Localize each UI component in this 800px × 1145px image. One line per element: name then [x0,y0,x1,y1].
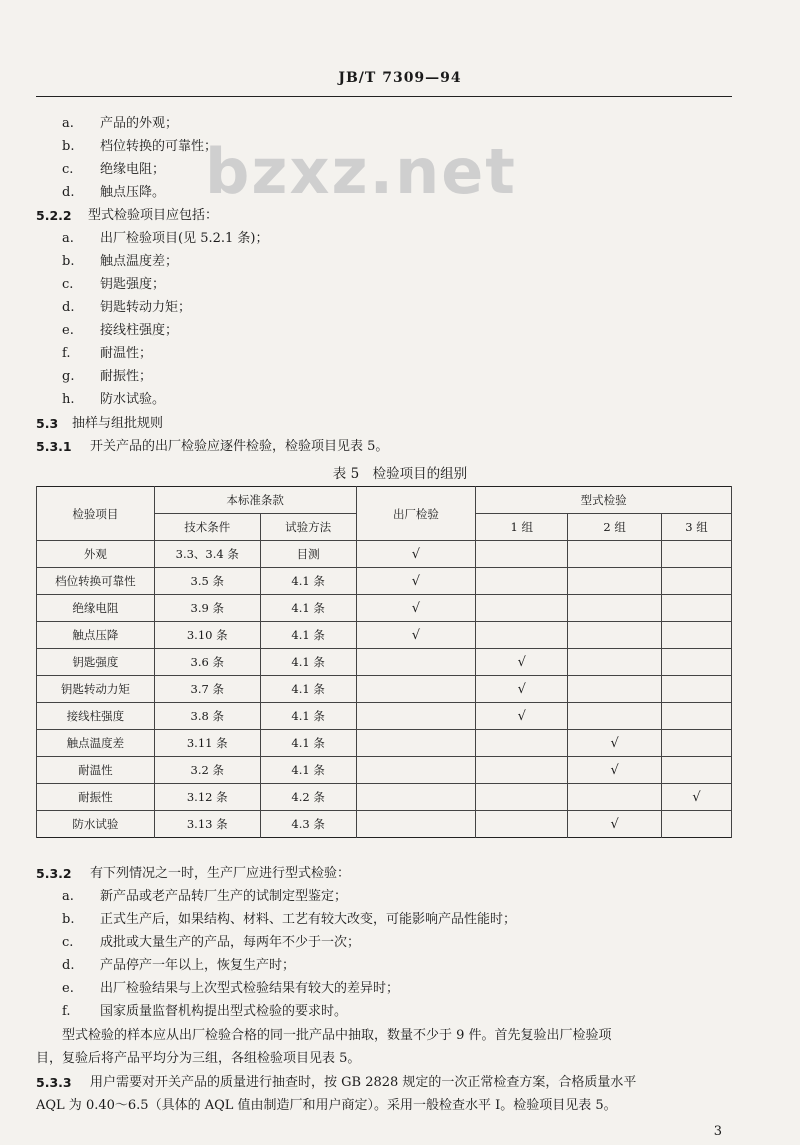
cell-group-1 [476,622,568,649]
cell-group-3: √ [662,784,732,811]
cell-factory [356,784,476,811]
cell-group-3 [662,730,732,757]
section-text: 有下列情况之一时，生产厂应进行型式检验： [90,866,351,881]
cell-factory [356,730,476,757]
list-item-text: 钥匙转动力矩； [100,300,192,315]
list-item-text: 触点压降。 [100,185,166,200]
cell-group-3 [662,757,732,784]
cell-method: 4.1 条 [260,649,356,676]
section-number: 5.2.2 [36,208,72,223]
cell-group-2 [568,595,662,622]
list-item-text: 产品的外观； [100,116,179,131]
list-item: d. [62,300,75,315]
list-item: c. [62,277,74,292]
cell-tech: 3.3、3.4 条 [154,541,260,568]
column-header-group-3: 3 组 [662,514,732,541]
cell-group-2 [568,703,662,730]
cell-item: 外观 [37,541,155,568]
cell-group-1: √ [476,703,568,730]
cell-tech: 3.7 条 [154,676,260,703]
table-row [37,811,732,838]
cell-group-1 [476,811,568,838]
cell-item: 钥匙转动力矩 [37,676,155,703]
paragraph-line: 型式检验的样本应从出厂检验合格的同一批产品中抽取，数量不少于 9 件。首先复验出厂检验项 [62,1028,612,1043]
paragraph-line: 目，复验后将产品平均分为三组，各组检验项目见表 5。 [36,1051,361,1066]
cell-method: 4.1 条 [260,568,356,595]
list-item: e. [62,981,74,996]
cell-group-3 [662,595,732,622]
section-number: 5.3.2 [36,866,72,881]
cell-item: 防水试验 [37,811,155,838]
list-item-text: 成批或大量生产的产品，每两年不少于一次； [100,935,361,950]
cell-method: 4.1 条 [260,595,356,622]
paragraph-line: 用户需要对开关产品的质量进行抽查时，按 GB 2828 规定的一次正常检查方案，合格质量水平 [90,1075,637,1090]
list-item-text: 正式生产后，如果结构、材料、工艺有较大改变，可能影响产品性能时； [100,912,517,927]
cell-group-1 [476,757,568,784]
table-row [37,757,732,784]
inspection-groups-table [36,486,732,838]
cell-tech: 3.13 条 [154,811,260,838]
list-item: d. [62,185,75,200]
cell-factory: √ [356,541,476,568]
list-item: a. [62,889,74,904]
cell-group-2: √ [568,757,662,784]
cell-group-3 [662,676,732,703]
list-item: a. [62,231,74,246]
page-number: 3 [713,1124,722,1139]
table-row [37,676,732,703]
cell-tech: 3.5 条 [154,568,260,595]
cell-group-1 [476,541,568,568]
cell-group-3 [662,541,732,568]
cell-group-2 [568,622,662,649]
column-header-clause: 本标准条款 [154,487,356,514]
list-item: b. [62,912,75,927]
table-row [37,649,732,676]
list-item: d. [62,958,75,973]
cell-tech: 3.10 条 [154,622,260,649]
list-item: e. [62,323,74,338]
cell-method: 4.1 条 [260,703,356,730]
header-rule [36,96,732,97]
cell-item: 档位转换可靠性 [37,568,155,595]
cell-factory [356,757,476,784]
list-item: f. [62,346,71,361]
cell-group-2: √ [568,811,662,838]
table-caption: 表 5 检验项目的组别 [332,466,468,482]
cell-group-3 [662,622,732,649]
list-item: a. [62,116,74,131]
list-item: b. [62,139,75,154]
paragraph-line: AQL 为 0.40～6.5（具体的 AQL 值由制造厂和用户商定）。采用一般检查水平 Ⅰ。检验项目见表 5。 [36,1098,617,1113]
list-item-text: 档位转换的可靠性； [100,139,218,154]
cell-method: 4.1 条 [260,622,356,649]
column-header-group-1: 1 组 [476,514,568,541]
cell-method: 4.1 条 [260,676,356,703]
cell-group-1 [476,730,568,757]
list-item-text: 耐振性； [100,369,153,384]
section-heading: 抽样与组批规则 [72,416,164,431]
list-item: g. [62,369,75,384]
cell-group-3 [662,649,732,676]
section-number: 5.3.1 [36,439,72,454]
list-item: c. [62,162,74,177]
cell-group-2: √ [568,730,662,757]
cell-group-3 [662,568,732,595]
cell-tech: 3.12 条 [154,784,260,811]
watermark: bzxz.net [205,135,517,208]
cell-group-1 [476,568,568,595]
cell-tech: 3.9 条 [154,595,260,622]
table-row [37,784,732,811]
list-item: b. [62,254,75,269]
list-item-text: 防水试验。 [100,392,166,407]
cell-method: 4.3 条 [260,811,356,838]
cell-group-2 [568,568,662,595]
cell-group-1: √ [476,676,568,703]
cell-group-1: √ [476,649,568,676]
list-item: h. [62,392,75,407]
column-header-method: 试验方法 [260,514,356,541]
cell-tech: 3.11 条 [154,730,260,757]
list-item-text: 新产品或老产品转厂生产的试制定型鉴定； [100,889,348,904]
table-row [37,730,732,757]
cell-group-2 [568,541,662,568]
column-header-factory: 出厂检验 [356,487,476,541]
cell-group-1 [476,784,568,811]
cell-tech: 3.2 条 [154,757,260,784]
cell-item: 耐振性 [37,784,155,811]
cell-factory: √ [356,595,476,622]
cell-group-2 [568,649,662,676]
list-item-text: 接线柱强度； [100,323,179,338]
cell-item: 触点温度差 [37,730,155,757]
table-row [37,541,732,568]
list-item-text: 钥匙强度； [100,277,166,292]
column-header-tech: 技术条件 [154,514,260,541]
cell-method: 目测 [260,541,356,568]
table-row [37,568,732,595]
section-text: 开关产品的出厂检验应逐件检验，检验项目见表 5。 [90,439,389,454]
cell-tech: 3.8 条 [154,703,260,730]
cell-method: 4.2 条 [260,784,356,811]
column-header-group-2: 2 组 [568,514,662,541]
column-header-item: 检验项目 [37,487,155,541]
cell-group-2 [568,784,662,811]
cell-item: 耐温性 [37,757,155,784]
cell-factory [356,676,476,703]
cell-factory: √ [356,622,476,649]
cell-tech: 3.6 条 [154,649,260,676]
list-item: c. [62,935,74,950]
list-item-text: 国家质量监督机构提出型式检验的要求时。 [100,1004,348,1019]
section-text: 型式检验项目应包括： [88,208,219,223]
list-item-text: 触点温度差； [100,254,179,269]
table-row [37,703,732,730]
section-number: 5.3.3 [36,1075,72,1090]
cell-factory: √ [356,568,476,595]
list-item-text: 耐温性； [100,346,153,361]
list-item-text: 绝缘电阻； [100,162,166,177]
cell-method: 4.1 条 [260,730,356,757]
cell-item: 绝缘电阻 [37,595,155,622]
cell-item: 接线柱强度 [37,703,155,730]
cell-group-3 [662,703,732,730]
section-number: 5.3 [36,416,59,431]
cell-method: 4.1 条 [260,757,356,784]
cell-factory [356,649,476,676]
cell-group-3 [662,811,732,838]
cell-factory [356,811,476,838]
list-item-text: 出厂检验结果与上次型式检验结果有较大的差异时； [100,981,400,996]
document-header: JB/T 7309—94 [338,70,462,86]
list-item-text: 产品停产一年以上，恢复生产时； [100,958,296,973]
cell-item: 钥匙强度 [37,649,155,676]
list-item: f. [62,1004,71,1019]
cell-factory [356,703,476,730]
table-row [37,595,732,622]
table-row [37,622,732,649]
list-item-text: 出厂检验项目(见 5.2.1 条)； [100,231,269,246]
cell-group-2 [568,676,662,703]
cell-group-1 [476,595,568,622]
cell-item: 触点压降 [37,622,155,649]
column-header-type: 型式检验 [476,487,732,514]
